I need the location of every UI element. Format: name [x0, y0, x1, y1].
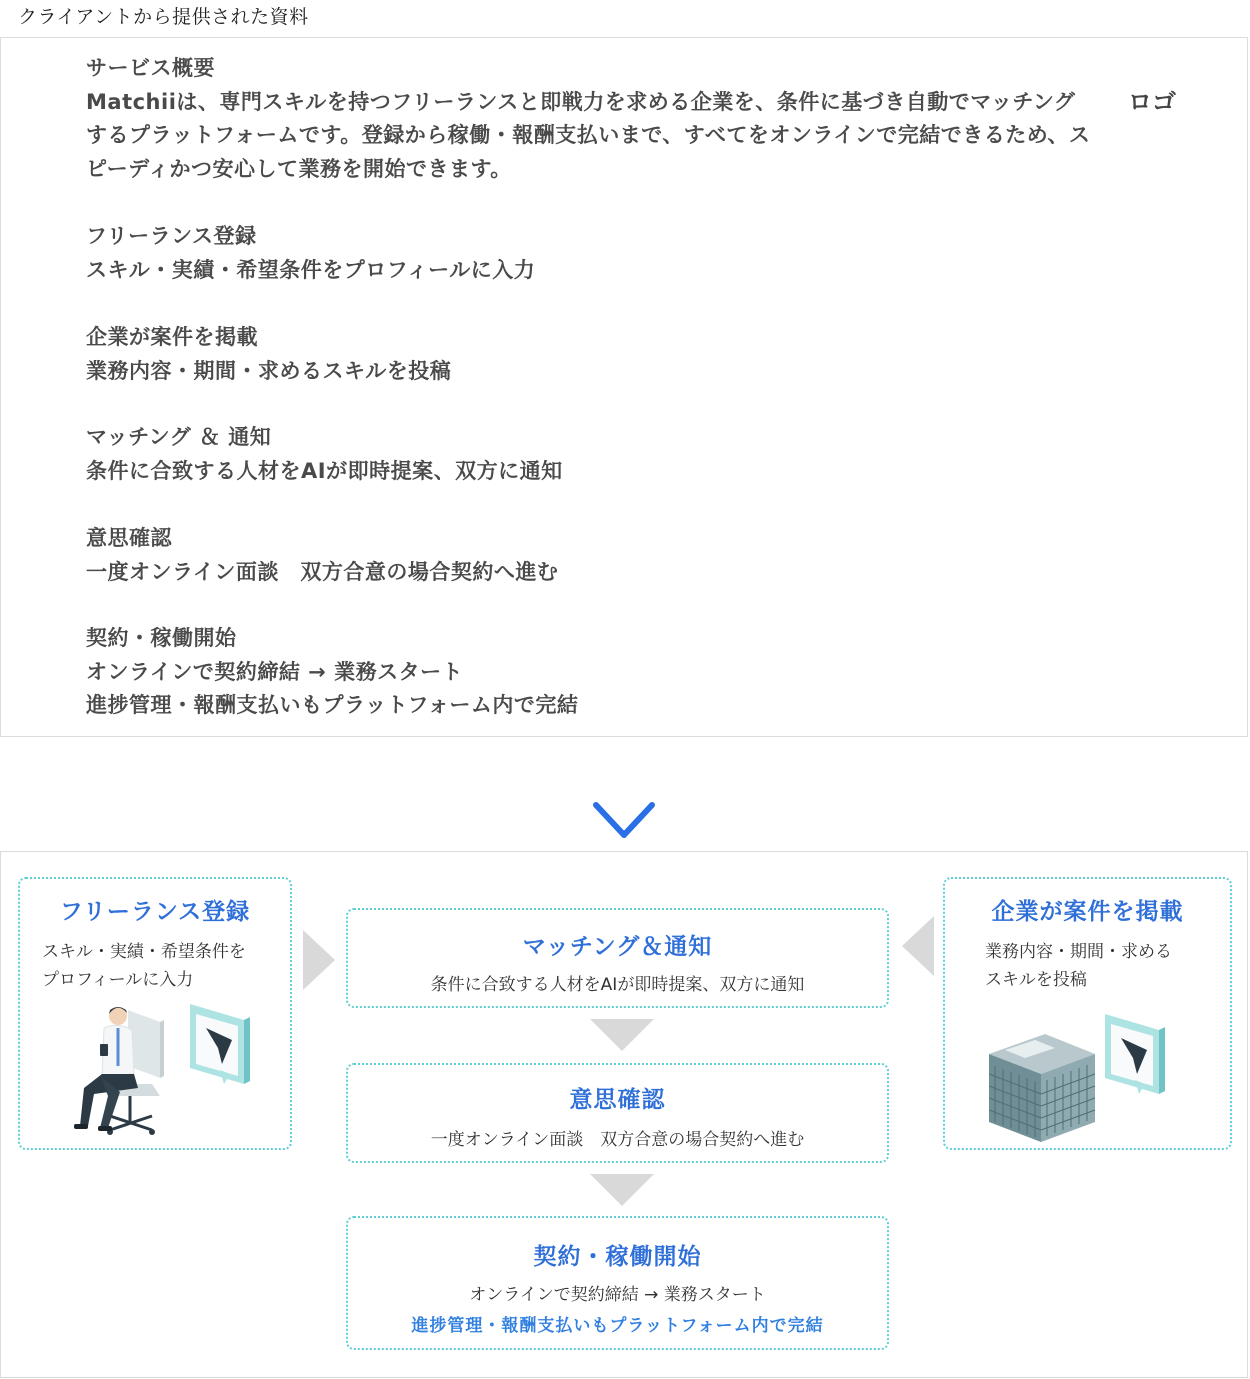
page-caption: クライアントから提供された資料	[18, 6, 309, 28]
chevron-left-icon	[902, 916, 934, 976]
source-step-line: 業務内容・期間・求めるスキルを投稿	[86, 358, 452, 383]
card-text-line: スキル・実績・希望条件を	[42, 942, 246, 962]
card-text-line: プロフィールに入力	[42, 970, 194, 990]
source-step-line: 条件に合致する人材をAIが即時提案、双方に通知	[86, 458, 563, 483]
source-step-title: 意思確認	[86, 526, 172, 550]
building-illustration-icon	[985, 1014, 1205, 1144]
card-text-line: スキルを投稿	[985, 970, 1087, 990]
source-step-line: オンラインで契約締結 → 業務スタート	[86, 659, 464, 684]
source-step-line: 一度オンライン面談 双方合意の場合契約へ進む	[86, 559, 559, 584]
overview-section	[86, 52, 1096, 186]
card-contract-start	[346, 1216, 889, 1350]
down-arrow-icon	[588, 745, 660, 845]
card-title: フリーランス登録	[59, 899, 251, 925]
source-step-company	[86, 321, 451, 388]
card-text: 条件に合致する人材をAIが即時提案、双方に通知	[430, 975, 805, 995]
card-text: 一度オンライン面談 双方合意の場合契約へ進む	[430, 1130, 805, 1150]
source-step-line: 進捗管理・報酬支払いもプラットフォーム内で完結	[86, 693, 579, 717]
card-title: 意思確認	[569, 1087, 666, 1113]
card-text	[985, 938, 1230, 994]
source-step-matching	[86, 421, 563, 488]
card-text	[42, 938, 290, 994]
source-step-intent	[86, 522, 558, 589]
overview-description: Matchiiは、専門スキルを持つフリーランスと即戦力を求める企業を、条件に基づき自動でマッチングするプラットフォームです。登録から稼働・報酬支払いまで、すべてをオンラインで完結できるため、スピーディかつ安心して業務を開始できます。	[86, 89, 1091, 181]
chevron-right-icon	[303, 930, 335, 990]
source-step-freelancer	[86, 220, 535, 287]
source-step-title: マッチング ＆ 通知	[86, 425, 272, 449]
card-matching-notify	[346, 908, 889, 1008]
card-title: マッチング＆通知	[522, 934, 713, 960]
source-step-title: 契約・稼働開始	[86, 626, 237, 650]
source-step-title: 企業が案件を掲載	[86, 325, 258, 349]
source-step-line: スキル・実績・希望条件をプロフィールに入力	[86, 257, 536, 282]
card-company-post	[943, 877, 1232, 1150]
card-title: 契約・稼働開始	[533, 1244, 702, 1270]
card-text: オンラインで契約締結 → 業務スタート	[469, 1285, 766, 1305]
chevron-down-icon	[590, 1019, 654, 1051]
freelancer-illustration-icon	[60, 1004, 260, 1144]
source-step-contract	[86, 622, 578, 723]
card-highlight-text: 進捗管理・報酬支払いもプラットフォーム内で完結	[411, 1316, 824, 1336]
logo-placeholder: ロゴ	[1128, 88, 1176, 116]
card-intent-confirm	[346, 1063, 889, 1163]
source-step-title: フリーランス登録	[86, 224, 257, 248]
chevron-down-icon	[590, 1174, 654, 1206]
overview-title: サービス概要	[86, 56, 215, 80]
card-freelancer-register	[18, 877, 292, 1150]
card-text-line: 業務内容・期間・求める	[985, 942, 1172, 962]
card-title: 企業が案件を掲載	[991, 899, 1184, 925]
